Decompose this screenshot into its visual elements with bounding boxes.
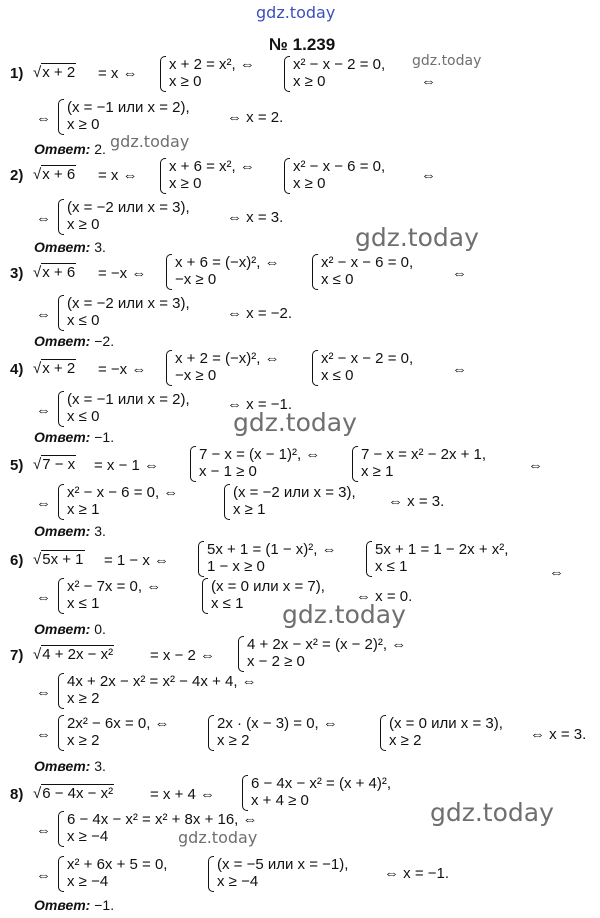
system-row: 5x + 1 = 1 − 2x + x², [375, 541, 509, 558]
system-row: (x = 0 или x = 7), [211, 578, 325, 595]
system [58, 484, 188, 520]
system-row: x ≤ 0 [67, 408, 100, 425]
problem-label: 4) [10, 361, 24, 378]
equivalence-arrow: ⇔ [36, 726, 51, 743]
watermark: gdz.today [430, 798, 554, 827]
system-row: x ≥ −4 [217, 873, 259, 890]
answer [34, 898, 114, 912]
radicand: 6 − 4x − x² [42, 785, 114, 802]
system-row: x + 6 = (−x)², ⇔ [175, 254, 280, 271]
answer [34, 622, 106, 636]
radical-sign: √ [33, 646, 42, 663]
system-row: −x ≥ 0 [175, 367, 217, 384]
radical-sign: √ [33, 264, 42, 281]
equivalence-arrow: ⇔ [36, 684, 51, 701]
system-row: x ≥ 0 [293, 175, 326, 192]
equation-rhs: = −x ⇔ [98, 265, 147, 282]
system-row: x ≤ 0 [67, 312, 100, 329]
radical-sign: √ [33, 64, 42, 81]
equivalence-arrow: ⇔ [36, 210, 51, 227]
system-row: 7 − x = x² − 2x + 1, [361, 446, 487, 463]
system-row: x ≤ 1 [67, 595, 100, 612]
radicand: 5x + 1 [42, 551, 84, 568]
system [58, 99, 223, 135]
system [58, 715, 188, 751]
radical-sign: √ [33, 551, 42, 568]
answer [34, 142, 106, 156]
answer [34, 240, 106, 254]
system [160, 158, 260, 194]
radical-sign: √ [33, 456, 42, 473]
radical-sign: √ [33, 166, 42, 183]
system [242, 775, 432, 811]
system-row: x² − x − 6 = 0, ⇔ [67, 484, 179, 501]
answer-label: Ответ: [34, 897, 91, 913]
answer-value: 3. [94, 523, 106, 539]
system [198, 541, 348, 577]
system-row: x + 2 = (−x)², ⇔ [175, 350, 280, 367]
answer-value: 3. [94, 758, 106, 774]
radical [33, 165, 76, 182]
system-row: x − 1 ≥ 0 [199, 463, 257, 480]
result: ⇔ x = 0. [356, 588, 413, 605]
radical [33, 63, 76, 80]
system-row: 4 + 2x − x² = (x − 2)², ⇔ [247, 636, 407, 653]
answer-label: Ответ: [34, 239, 91, 255]
system-row: (x = −2 или x = 3), [67, 295, 190, 312]
problem-label: 5) [10, 457, 24, 474]
problem-label: 2) [10, 167, 24, 184]
result: ⇔ x = 3. [388, 493, 445, 510]
watermark-header: gdz.today [256, 3, 336, 22]
radical [33, 455, 76, 472]
system-row: x ≥ 2 [389, 732, 422, 749]
system-row: x ≥ 0 [169, 73, 202, 90]
answer [34, 430, 114, 444]
answer-value: 3. [94, 239, 106, 255]
system-row: (x = −2 или x = 3), [67, 199, 190, 216]
system-row: x ≤ 0 [321, 271, 354, 288]
system [312, 254, 442, 290]
equivalence-arrow: ⇔ [36, 402, 51, 419]
answer [34, 334, 114, 348]
equivalence-arrow: ⇔ [36, 495, 51, 512]
watermark: gdz.today [233, 408, 357, 437]
problem-label: 6) [10, 552, 24, 569]
answer-label: Ответ: [34, 621, 91, 637]
system [208, 715, 368, 751]
equivalence-arrow: ⇔ [36, 306, 51, 323]
watermark: gdz.today [178, 828, 258, 847]
radical-sign: √ [33, 785, 42, 802]
system [58, 199, 223, 235]
system [352, 446, 522, 482]
radicand: x + 2 [42, 360, 76, 377]
watermark: gdz.today [355, 223, 479, 252]
system-row: x ≥ −4 [67, 873, 109, 890]
system [284, 56, 414, 92]
equation-rhs: = −x ⇔ [98, 361, 147, 378]
answer-value: −2. [94, 333, 115, 349]
equivalence-arrow: ⇔ [36, 822, 51, 839]
radical [33, 550, 85, 567]
result: ⇔ x = −2. [227, 305, 293, 322]
equivalence-arrow: ⇔ [36, 867, 51, 884]
system-row: x² − x − 6 = 0, [293, 158, 386, 175]
equation-rhs: = x ⇔ [98, 65, 138, 82]
watermark: gdz.today [282, 600, 406, 629]
system-row: 6 − 4x − x² = x² + 8x + 16, ⇔ [67, 811, 258, 828]
system [58, 856, 198, 892]
system-row: (x = −5 или x = −1), [217, 856, 349, 873]
equation-rhs: = x − 1 ⇔ [94, 457, 160, 474]
system-row: (x = −1 или x = 2), [67, 391, 190, 408]
equivalence-arrow: ⇔ [36, 589, 51, 606]
system-row: x ≥ 1 [233, 501, 266, 518]
system-row: 5x + 1 = (1 − x)², ⇔ [207, 541, 337, 558]
radicand: 4 + 2x − x² [42, 646, 114, 663]
exercise-number: № 1.239 [269, 35, 336, 54]
system-row: x ≥ 0 [293, 73, 326, 90]
watermark: gdz.today [110, 132, 190, 151]
answer-label: Ответ: [34, 758, 91, 774]
radicand: x + 2 [42, 64, 76, 81]
system-row: x² + 6x + 5 = 0, [67, 856, 168, 873]
system-row: x + 2 = x², ⇔ [169, 56, 255, 73]
answer-label: Ответ: [34, 141, 91, 157]
equation-rhs: = 1 − x ⇔ [104, 552, 170, 569]
system [166, 350, 296, 386]
radical [33, 263, 76, 280]
system [58, 295, 223, 331]
system-row: x² − x − 2 = 0, [321, 350, 414, 367]
result: ⇔ x = −1. [384, 865, 450, 882]
system-row: −x ≥ 0 [175, 271, 217, 288]
system-row: x² − x − 6 = 0, [321, 254, 414, 271]
problem-label: 8) [10, 786, 24, 803]
system-row: x ≤ 1 [211, 595, 244, 612]
system-row: x ≤ 1 [375, 558, 408, 575]
answer-value: 2. [94, 141, 106, 157]
system-row: x ≥ 2 [67, 732, 100, 749]
system-row: 4x + 2x − x² = x² − 4x + 4, ⇔ [67, 673, 257, 690]
equivalence-arrow: ⇔ [452, 265, 467, 282]
system-row: x ≥ 1 [67, 501, 100, 518]
system [238, 636, 438, 672]
system-row: 6 − 4x − x² = (x + 4)², [251, 775, 392, 792]
system-row: x ≥ 2 [67, 690, 100, 707]
result: ⇔ x = 2. [227, 109, 284, 126]
problem-label: 1) [10, 65, 24, 82]
answer-value: −1. [94, 897, 115, 913]
system-row: x ≥ 2 [217, 732, 250, 749]
radical [33, 645, 114, 662]
problem-label: 3) [10, 265, 24, 282]
answer-label: Ответ: [34, 333, 91, 349]
answer-label: Ответ: [34, 429, 91, 445]
system [166, 254, 296, 290]
radicand: 7 − x [42, 456, 76, 473]
system-row: x + 6 = x², ⇔ [169, 158, 255, 175]
equivalence-arrow: ⇔ [528, 457, 543, 474]
system-row: x² − 7x = 0, ⇔ [67, 578, 162, 595]
watermark: gdz.today [412, 53, 482, 69]
result: ⇔ x = 3. [530, 726, 587, 743]
system [58, 811, 328, 847]
system [202, 578, 352, 614]
answer [34, 759, 106, 773]
system [224, 484, 384, 520]
equivalence-arrow: ⇔ [421, 73, 436, 90]
system [284, 158, 414, 194]
answer-value: 0. [94, 621, 106, 637]
system-row: 2x · (x − 3) = 0, ⇔ [217, 715, 338, 732]
system [380, 715, 530, 751]
equation-rhs: = x + 4 ⇔ [150, 786, 216, 803]
system [58, 673, 328, 709]
equivalence-arrow: ⇔ [421, 167, 436, 184]
system-row: x ≤ 0 [321, 367, 354, 384]
system [58, 578, 178, 614]
radicand: x + 6 [42, 264, 76, 281]
system-row: (x = −2 или x = 3), [233, 484, 356, 501]
system-row: (x = −1 или x = 2), [67, 99, 190, 116]
system-row: x² − x − 2 = 0, [293, 56, 386, 73]
system [190, 446, 330, 482]
system-row: 7 − x = (x − 1)², ⇔ [199, 446, 321, 463]
system [312, 350, 442, 386]
answer-label: Ответ: [34, 523, 91, 539]
equation-rhs: = x ⇔ [98, 167, 138, 184]
equivalence-arrow: ⇔ [452, 361, 467, 378]
radical [33, 359, 76, 376]
equation-rhs: = x − 2 ⇔ [150, 647, 216, 664]
system [160, 56, 260, 92]
result: ⇔ x = −1. [227, 396, 293, 413]
system-row: x − 2 ≥ 0 [247, 653, 305, 670]
equivalence-arrow: ⇔ [36, 110, 51, 127]
system-row: x ≥ 1 [361, 463, 394, 480]
radical-sign: √ [33, 360, 42, 377]
system [208, 856, 378, 892]
answer-value: −1. [94, 429, 115, 445]
system-row: x ≥ 0 [67, 216, 100, 233]
answer [34, 524, 106, 538]
system [58, 391, 223, 427]
system-row: x + 4 ≥ 0 [251, 792, 309, 809]
result: ⇔ x = 3. [227, 209, 284, 226]
problem-label: 7) [10, 647, 24, 664]
system-row: x ≥ 0 [67, 116, 100, 133]
system [366, 541, 546, 577]
system-row: x ≥ −4 [67, 828, 109, 845]
system-row: x ≥ 0 [169, 175, 202, 192]
system-row: (x = 0 или x = 3), [389, 715, 503, 732]
system-row: 2x² − 6x = 0, ⇔ [67, 715, 170, 732]
system-row: 1 − x ≥ 0 [207, 558, 265, 575]
equivalence-arrow: ⇔ [549, 564, 564, 581]
radical [33, 784, 114, 801]
radicand: x + 6 [42, 166, 76, 183]
